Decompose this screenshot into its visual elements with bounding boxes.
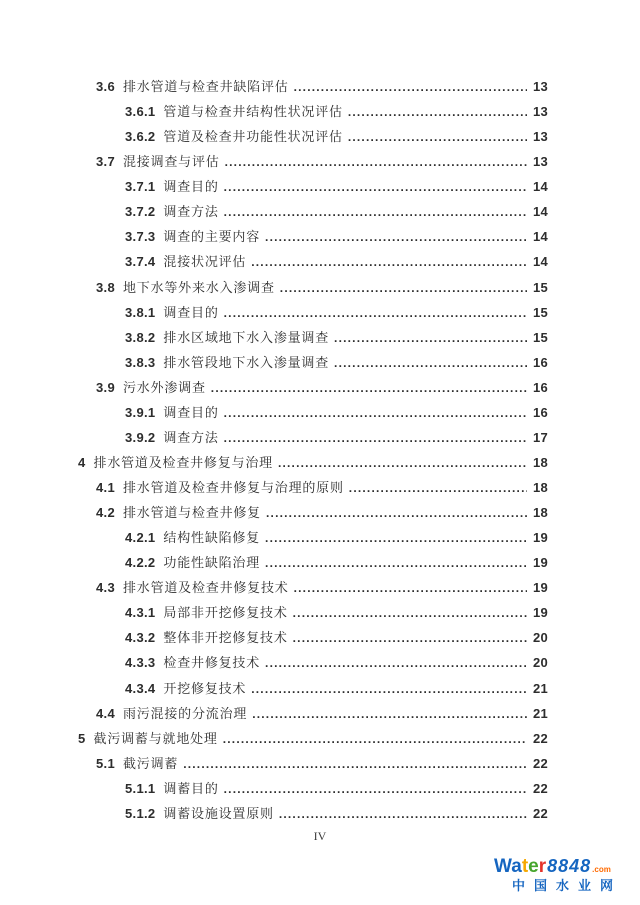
toc-entry-number: 4.3.4 <box>125 680 156 696</box>
logo-tld: .com <box>592 865 611 874</box>
leader-dots <box>349 480 527 495</box>
toc-entry-label: 排水管道及检查井修复与治理 <box>93 454 273 470</box>
toc-entry <box>78 427 548 452</box>
logo-letter: r <box>538 856 547 877</box>
leader-dots <box>293 605 527 620</box>
toc-entry-page: 20 <box>532 630 548 646</box>
leader-dots <box>224 204 527 219</box>
toc-entry-number: 3.8.3 <box>125 354 156 370</box>
toc-entry <box>78 402 548 427</box>
toc-entry-number: 3.8.2 <box>125 329 156 345</box>
toc-entry <box>78 151 548 176</box>
toc-entry <box>78 101 548 126</box>
toc-entry-number: 4.3.3 <box>125 655 156 671</box>
toc-entry <box>78 803 548 828</box>
leader-dots <box>225 154 527 169</box>
toc-entry <box>78 251 548 276</box>
toc-entry-page: 13 <box>532 129 548 145</box>
toc-entry-label: 排水管道及检查井修复与治理的原则 <box>122 480 344 495</box>
toc-entry-number: 4.4 <box>96 705 115 721</box>
toc-entry-label: 调蓄设施设置原则 <box>163 805 274 821</box>
leader-dots <box>293 630 527 645</box>
toc-entry-page: 19 <box>532 580 548 596</box>
logo-letter: a <box>511 856 522 877</box>
site-logo-wordmark <box>494 857 636 876</box>
logo-letter: e <box>528 856 539 877</box>
toc-entry-label: 混接状况评估 <box>163 254 247 270</box>
leader-dots <box>223 731 527 746</box>
toc-entry <box>78 352 548 377</box>
leader-dots <box>334 330 527 345</box>
toc-entry-label: 调查方法 <box>163 204 219 220</box>
toc-entry-label: 混接调查与评估 <box>122 154 220 170</box>
toc-entry-page: 22 <box>532 805 548 821</box>
toc-entry-number: 5 <box>78 730 86 746</box>
toc-entry <box>78 277 548 302</box>
leader-dots <box>251 254 527 269</box>
toc-entry-label: 排水管道与检查井缺陷评估 <box>122 79 289 94</box>
toc-entry <box>78 552 548 577</box>
logo-subtitle: 中国水业网 <box>511 878 622 893</box>
toc-entry-page: 14 <box>532 229 548 245</box>
leader-dots <box>294 580 527 595</box>
toc-entry-label: 截污调蓄与就地处理 <box>93 730 218 746</box>
toc-entry <box>78 753 548 778</box>
toc-entry <box>78 703 548 728</box>
toc-entry-label: 污水外渗调查 <box>122 379 206 395</box>
toc-entry-number: 3.7.4 <box>125 254 156 270</box>
toc-entry <box>78 226 548 251</box>
toc-entry-page: 15 <box>532 279 548 295</box>
logo-letter: W <box>494 856 512 877</box>
toc-entry-page: 16 <box>532 404 548 420</box>
toc-entry-number: 5.1 <box>96 755 115 771</box>
toc-entry-page: 19 <box>532 555 548 571</box>
toc-entry-label: 调查目的 <box>163 304 219 320</box>
leader-dots <box>348 104 527 119</box>
toc-entry-number: 4 <box>78 454 86 470</box>
toc-entry-label: 调查方法 <box>163 429 219 445</box>
toc-entry-page: 22 <box>532 730 548 746</box>
toc-entry-label: 调查目的 <box>163 404 219 420</box>
toc-entry-number: 4.2 <box>96 505 115 521</box>
toc-entry-label: 调蓄目的 <box>163 780 219 796</box>
toc-entry-page: 18 <box>532 505 548 521</box>
toc-entry-page: 16 <box>532 379 548 395</box>
toc-entry-page: 14 <box>532 179 548 195</box>
toc-entry-number: 3.8.1 <box>125 304 156 320</box>
toc-entry-page: 22 <box>532 780 548 796</box>
toc-entry-label: 检查井修复技术 <box>163 655 261 671</box>
leader-dots <box>265 555 527 570</box>
toc-entry-page: 13 <box>532 79 548 94</box>
toc-entry <box>78 652 548 677</box>
leader-dots <box>224 405 527 420</box>
toc-entry-page: 17 <box>532 429 548 445</box>
toc-entry-label: 截污调蓄 <box>122 755 179 771</box>
toc-entry-number: 5.1.2 <box>125 805 156 821</box>
leader-dots <box>224 179 527 194</box>
toc-entry <box>78 302 548 327</box>
toc-entry <box>78 627 548 652</box>
toc-entry-page: 14 <box>532 204 548 220</box>
toc-entry-number: 3.6.1 <box>125 104 156 120</box>
toc-entry-number: 4.2.2 <box>125 555 156 571</box>
toc-entry-number: 4.3.2 <box>125 630 156 646</box>
toc-entry-page: 22 <box>532 755 548 771</box>
toc-entry <box>78 76 548 101</box>
logo-word-water <box>494 857 546 876</box>
logo-letter: t <box>521 856 529 877</box>
toc-entry-page: 20 <box>532 655 548 671</box>
leader-dots <box>224 430 527 445</box>
toc-entry-label: 排水管道与检查井修复 <box>122 505 261 521</box>
toc-entry <box>78 452 548 477</box>
toc-entry-label: 整体非开挖修复技术 <box>163 630 288 646</box>
leader-dots <box>265 655 527 670</box>
toc-entry-number: 3.9 <box>96 379 115 395</box>
toc-entry <box>78 201 548 226</box>
toc-entry-number: 3.6.2 <box>125 129 156 145</box>
toc-entry <box>78 602 548 627</box>
toc-entry-page: 19 <box>532 605 548 621</box>
toc-entry-page: 13 <box>532 104 548 120</box>
toc-entry-number: 3.7.3 <box>125 229 156 245</box>
page-number-footer: IV <box>313 829 327 843</box>
leader-dots <box>265 530 527 545</box>
toc-entry-number: 3.9.2 <box>125 429 156 445</box>
toc-entry-label: 排水区域地下水入渗量调查 <box>163 329 330 345</box>
leader-dots <box>224 305 527 320</box>
toc-entry-label: 排水管道及检查井修复技术 <box>122 580 289 596</box>
toc-entry-page: 16 <box>532 354 548 370</box>
leader-dots <box>334 355 527 370</box>
toc-entry-number: 4.3 <box>96 580 115 596</box>
toc-entry-number: 4.2.1 <box>125 530 156 546</box>
toc-entry-page: 21 <box>532 680 548 696</box>
toc-entry <box>78 678 548 703</box>
leader-dots <box>183 756 527 771</box>
toc-entry-number: 3.7 <box>96 154 115 170</box>
toc-entry-number: 3.9.1 <box>125 404 156 420</box>
toc-entry-page: 21 <box>532 705 548 721</box>
leader-dots <box>348 129 527 144</box>
toc-entry-number: 3.6 <box>96 79 115 94</box>
toc-entry-label: 开挖修复技术 <box>163 680 247 696</box>
toc-entry <box>78 126 548 151</box>
leader-dots <box>224 781 527 796</box>
toc-entry-page: 14 <box>532 254 548 270</box>
toc-entry-label: 管道与检查井结构性状况评估 <box>163 104 343 120</box>
leader-dots <box>265 229 527 244</box>
toc-entry-label: 调查的主要内容 <box>163 229 261 245</box>
toc-entry <box>78 577 548 602</box>
toc-entry <box>78 327 548 352</box>
toc-entry-label: 地下水等外来水入渗调查 <box>122 279 275 295</box>
toc-entry <box>78 477 548 502</box>
leader-dots <box>251 681 527 696</box>
toc-entry <box>78 778 548 803</box>
toc-entry-label: 功能性缺陷治理 <box>163 555 261 571</box>
logo-number: 8848 <box>547 856 592 876</box>
toc-entry-label: 排水管段地下水入渗量调查 <box>163 354 330 370</box>
toc-entry-page: 18 <box>532 454 548 470</box>
toc-entry-page: 19 <box>532 530 548 546</box>
toc-entry <box>78 176 548 201</box>
toc-entry-number: 4.1 <box>96 480 115 495</box>
toc-entry-label: 管道及检查井功能性状况评估 <box>163 129 343 145</box>
toc-entry-number: 3.8 <box>96 279 115 295</box>
toc-entry-label: 局部非开挖修复技术 <box>163 605 288 621</box>
toc-entry <box>78 527 548 552</box>
site-logo <box>494 857 636 892</box>
toc-entry-label: 调查目的 <box>163 179 219 195</box>
toc-entry-page: 15 <box>532 304 548 320</box>
leader-dots <box>294 79 527 94</box>
toc-entry <box>78 502 548 527</box>
toc-entry-number: 5.1.1 <box>125 780 156 796</box>
leader-dots <box>278 455 527 470</box>
table-of-contents <box>78 76 548 828</box>
toc-entry-number: 3.7.2 <box>125 204 156 220</box>
toc-entry <box>78 377 548 402</box>
toc-entry-number: 3.7.1 <box>125 179 156 195</box>
leader-dots <box>280 280 527 295</box>
leader-dots <box>252 706 527 721</box>
leader-dots <box>279 806 527 821</box>
toc-entry-page: 13 <box>532 154 548 170</box>
toc-entry <box>78 728 548 753</box>
toc-entry-page: 15 <box>532 329 548 345</box>
toc-entry-number: 4.3.1 <box>125 605 156 621</box>
toc-entry-page: 18 <box>532 480 548 495</box>
leader-dots <box>211 380 527 395</box>
leader-dots <box>266 505 527 520</box>
toc-entry-label: 雨污混接的分流治理 <box>122 705 248 721</box>
toc-entry-label: 结构性缺陷修复 <box>163 530 261 546</box>
